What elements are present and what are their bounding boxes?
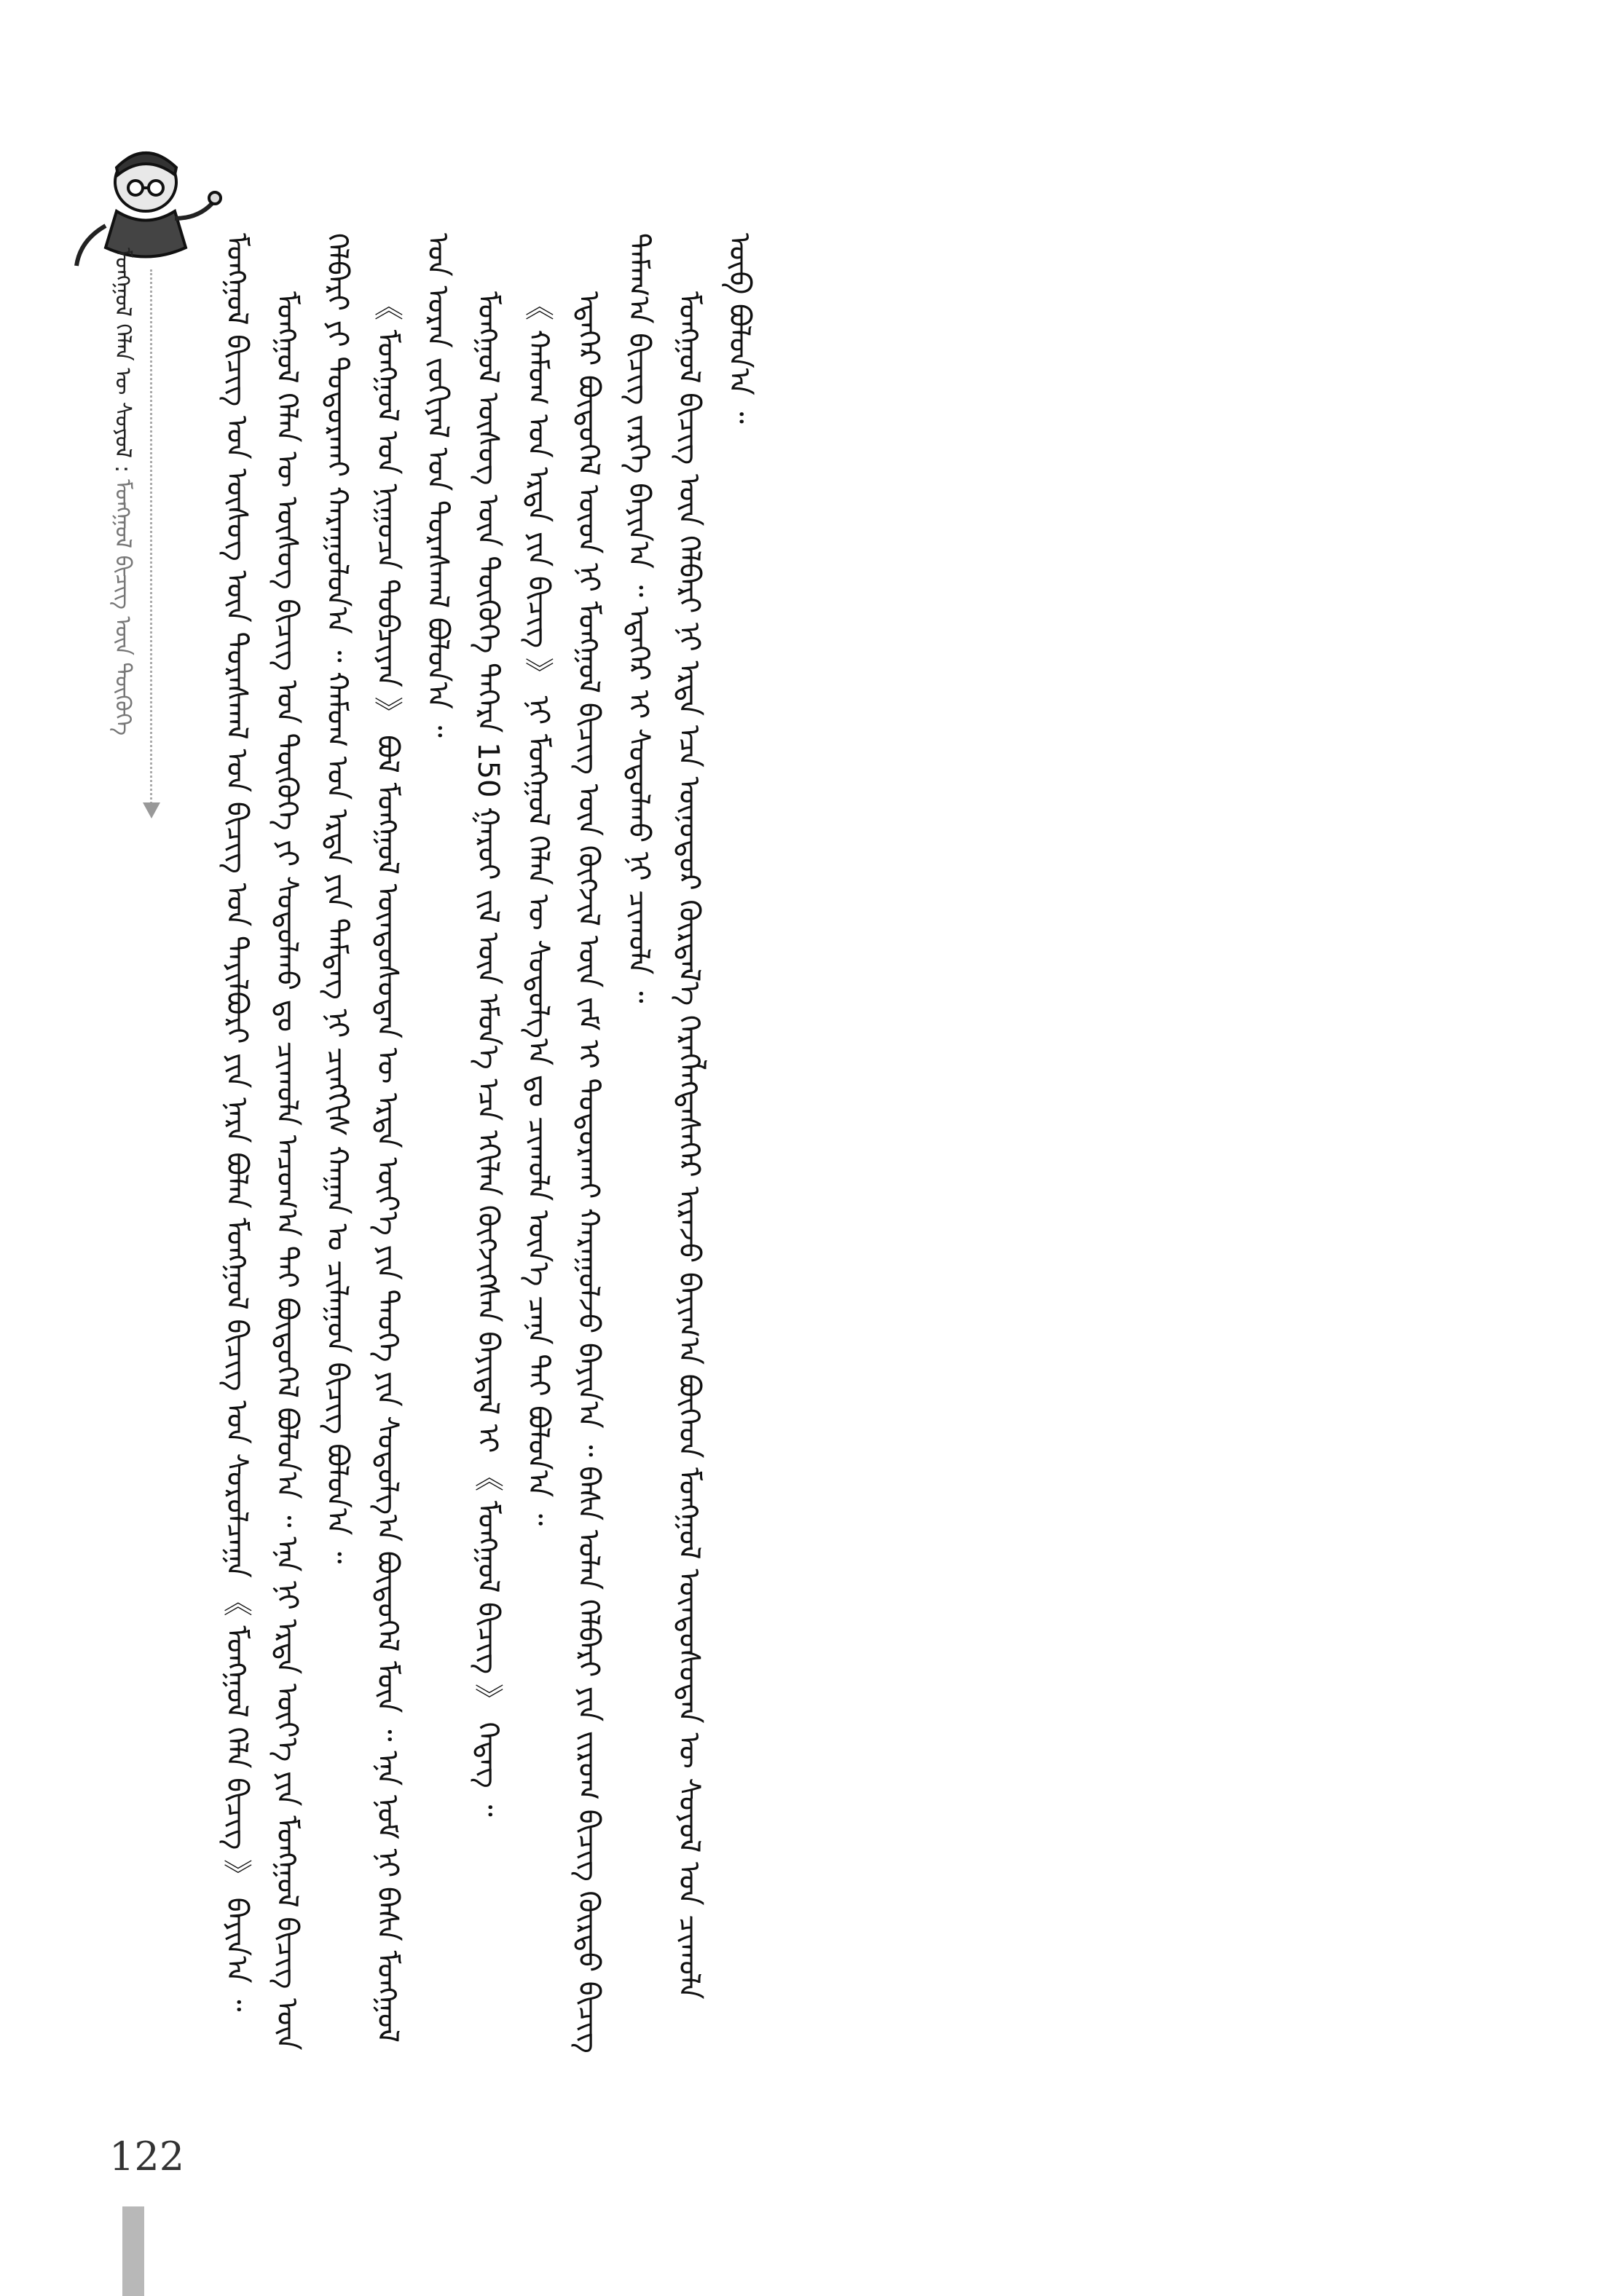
triangle-marker-icon: [143, 802, 160, 818]
paragraph-5: 《 ᠬᠠᠮᠤᠭ ᠤᠨ ᠡᠷᠲᠡ ᠶᠢᠨ ᠪᠢᠴᠢᠭ 》 ᠨᠢ ᠮᠣᠩᠭᠣᠯ ᠬᠡᠯᠡᠨ ᠦ ᠰᠤᠳᠤᠯᠭ᠎ᠠ ᠳᠤ ᠴᠢᠬᠤᠯᠠ ᠦᠨ᠎ᠡ ᠴᠡᠨᠡ ᠲᠠᠢ ᠪᠣᠯᠤᠨ᠎ᠠ ᠃: [522, 291, 555, 1526]
paragraph-2: ᠮᠣᠩᠭᠣᠯ ᠬᠡᠯᠡᠨ ᠦ ᠦᠰᠦᠭ ᠪᠢᠴᠢᠭ ᠤᠨ ᠲᠦᠬᠦᠬᠡ ᠶᠢ ᠰᠤᠳᠤᠯᠬᠤ ᠳᠤ ᠴᠢᠬᠤᠯᠠ ᠠᠴᠤᠭ᠎ᠠ ᠲᠠᠢ ᠪᠦᠲᠦᠭᠡᠯ ᠪᠣᠯᠤᠨ᠎ᠠ ᠃ ᠡᠨᠡ ᠨᠢ ᠡᠷᠲᠡ ᠦᠶ᠎ᠡ ᠶᠢᠨ ᠮᠣᠩᠭᠣᠯ ᠪᠢᠴᠢᠭ ᠦᠨ ᠬᠡᠯᠪᠡᠷᠢ ᠶᠢ ᠲᠣᠳᠣᠷᠬᠠᠢ ᠬᠠᠷᠠᠭᠤᠯᠤᠨ᠎ᠠ ᠃ ᠬᠠᠮᠤᠭ ᠤᠨ ᠡᠷᠲᠡ ᠶᠢᠨ ᠲᠡᠮᠳᠡᠭ ᠨᠢ ᠴᠢᠩᠭᠢᠰ ᠬᠠᠭᠠᠨ ᠤ ᠴᠢᠯᠠᠭᠤᠨ ᠪᠢᠴᠢᠭ ᠪᠣᠯᠤᠨ᠎ᠠ ᠃: [270, 233, 354, 2051]
running-header: ᠮᠣᠩᠭᠣᠯ ᠬᠡᠯᠡᠨ ᠦ ᠰᠣᠶᠣᠯ : ᠮᠣᠩᠭᠣᠯ ᠪᠢᠴᠢᠭ ᠦᠨ ᠲᠦᠬᠦᠬᠡ: [110, 248, 135, 736]
paragraph-6: ᠡᠳᠡᠭᠡᠷ ᠪᠦᠲᠦᠭᠡᠯ ᠦᠳ ᠨᠢ ᠮᠣᠩᠭᠣᠯ ᠪᠢᠴᠢᠭ ᠦᠨ ᠬᠥᠭᠵᠢᠯ ᠦᠨ ᠵᠠᠮ ᠢ ᠲᠣᠳᠣᠷᠬᠠᠢ ᠬᠠᠷᠠᠭᠤᠯᠵᠤ ᠪᠠᠶᠢᠨ᠎ᠠ ᠃ ᠪᠠᠰᠠ ᠣᠯᠠᠨ ᠬᠡᠯᠪᠡᠷᠢ ᠶᠢᠨ ᠵᠢᠷᠤᠭ ᠪᠢᠴᠢᠭ ᠬᠦᠷᠳᠦ ᠪᠢᠴᠢᠭ ᠲᠠᠮᠠᠭ᠎ᠠ ᠪᠢᠴᠢᠭ ᠵᠡᠷᠭᠡ ᠪᠠᠶᠢᠨ᠎ᠠ ᠃ ᠡᠳᠡᠭᠡᠷ ᠢ ᠰᠤᠳᠤᠯᠬᠤ ᠨᠢ ᠴᠢᠬᠤᠯᠠ ᠃: [572, 233, 656, 2054]
page-number: 122: [109, 2134, 185, 2179]
paragraph-7: ᠮᠣᠩᠭᠣᠯ ᠪᠢᠴᠢᠭ ᠦᠨ ᠬᠡᠯᠪᠡᠷᠢ ᠨᠢ ᠡᠷᠲᠡ ᠡᠴᠡ ᠥᠨᠥᠳᠦᠷ ᠬᠦᠷᠲᠡᠯ᠎ᠡ ᠬᠡᠷᠡᠭᠯᠡᠭᠳᠡᠰᠡᠭᠡᠷ ᠢᠷᠡᠵᠦ ᠪᠠᠶᠢᠭ᠎ᠠ ᠪᠥᠭᠡᠳ ᠮᠣᠩᠭᠣᠯ ᠦᠨᠳᠦᠰᠦᠲᠡᠨ ᠦ ᠰᠣᠶᠣᠯ ᠤᠨ ᠴᠢᠬᠤᠯᠠ ᠥᠪ ᠪᠣᠯᠤᠨ᠎ᠠ ᠃: [672, 233, 756, 2000]
header-subtitle: ᠮᠣᠩᠭᠣᠯ ᠪᠢᠴᠢᠭ ᠦᠨ ᠲᠦᠬᠦᠬᠡ: [110, 479, 135, 736]
paragraph-4: ᠮᠣᠩᠭᠣᠯ ᠦᠰᠦᠭ ᠦᠨ ᠲᠦᠬᠦᠬᠡ ᠳᠡᠭᠡᠷᠡ 150 ᠭᠠᠷᠤᠢ ᠵᠢᠯ ᠦᠨ ᠡᠮᠦᠨ᠎ᠡ ᠡᠴᠡ ᠡᠬᠢᠯᠡᠨ ᠬᠥᠭᠵᠢᠭᠰᠡᠨ ᠪᠠᠶᠢᠳᠠᠯ ᠢ 《 ᠮᠣᠩᠭᠣᠯ ᠪᠢᠴᠢᠭ 》 ᠭᠡᠳᠡᠭ ᠃: [471, 291, 505, 1817]
header-title: ᠮᠣᠩᠭᠣᠯ ᠬᠡᠯᠡᠨ ᠦ ᠰᠣᠶᠣᠯ: [110, 248, 135, 458]
header-dotted-rule: [150, 269, 152, 808]
paragraph-3: 《 ᠮᠣᠩᠭᠣᠯ ᠤᠨ ᠨᠢᠭᠤᠴᠠ ᠲᠣᠪᠴᠢᠶᠠᠨ 》 ᠪᠣᠯ ᠮᠣᠩᠭᠣᠯ ᠦᠨᠳᠦᠰᠦᠲᠡᠨ ᠦ ᠡᠷᠲᠡ ᠦᠶ᠎ᠡ ᠶᠢᠨ ᠲᠡᠦᠬᠡ ᠶᠢᠨ ᠰᠤᠳᠤᠯᠭ᠎ᠠ ᠪᠦᠲᠦᠭᠡᠯ ᠮᠥᠨ ᠃ ᠡᠨᠡ ᠨᠤᠮ ᠨᠢ ᠪᠠᠰᠠ ᠮᠣᠩᠭᠣᠯ ᠤᠨ ᠤᠷᠠᠨ ᠵᠣᠬᠢᠶᠠᠯ ᠤᠨ ᠳᠤᠷᠠᠰᠬᠠᠯ ᠪᠣᠯᠤᠨ᠎ᠠ ᠃: [371, 233, 455, 2043]
body-text: [211, 233, 1428, 2068]
page-edge-bar: [122, 2206, 144, 2296]
paragraph-1: ᠮᠣᠩᠭᠣᠯ ᠪᠢᠴᠢᠭ ᠤᠨ ᠦᠰᠦᠭ ᠦᠨ ᠳᠤᠷᠠᠰᠬᠠᠯ ᠤᠨ ᠪᠢᠴᠢᠭ ᠤᠨ ᠲᠠᠶᠢᠯᠪᠤᠷᠢ ᠶᠢᠨ ᠨᠡᠷᠡ ᠪᠣᠯᠠᠨ ᠮᠣᠩᠭᠣᠯ ᠪᠢᠴᠢᠭ ᠤᠨ ᠰᠤᠷᠤᠯᠴᠠᠭᠠ 《 ᠮᠣᠩᠭᠣᠯ ᠬᠡᠯᠡ ᠪᠢᠴᠢᠭ 》 ᠪᠠᠶᠢᠨ᠎ᠠ ᠃: [220, 233, 253, 2012]
